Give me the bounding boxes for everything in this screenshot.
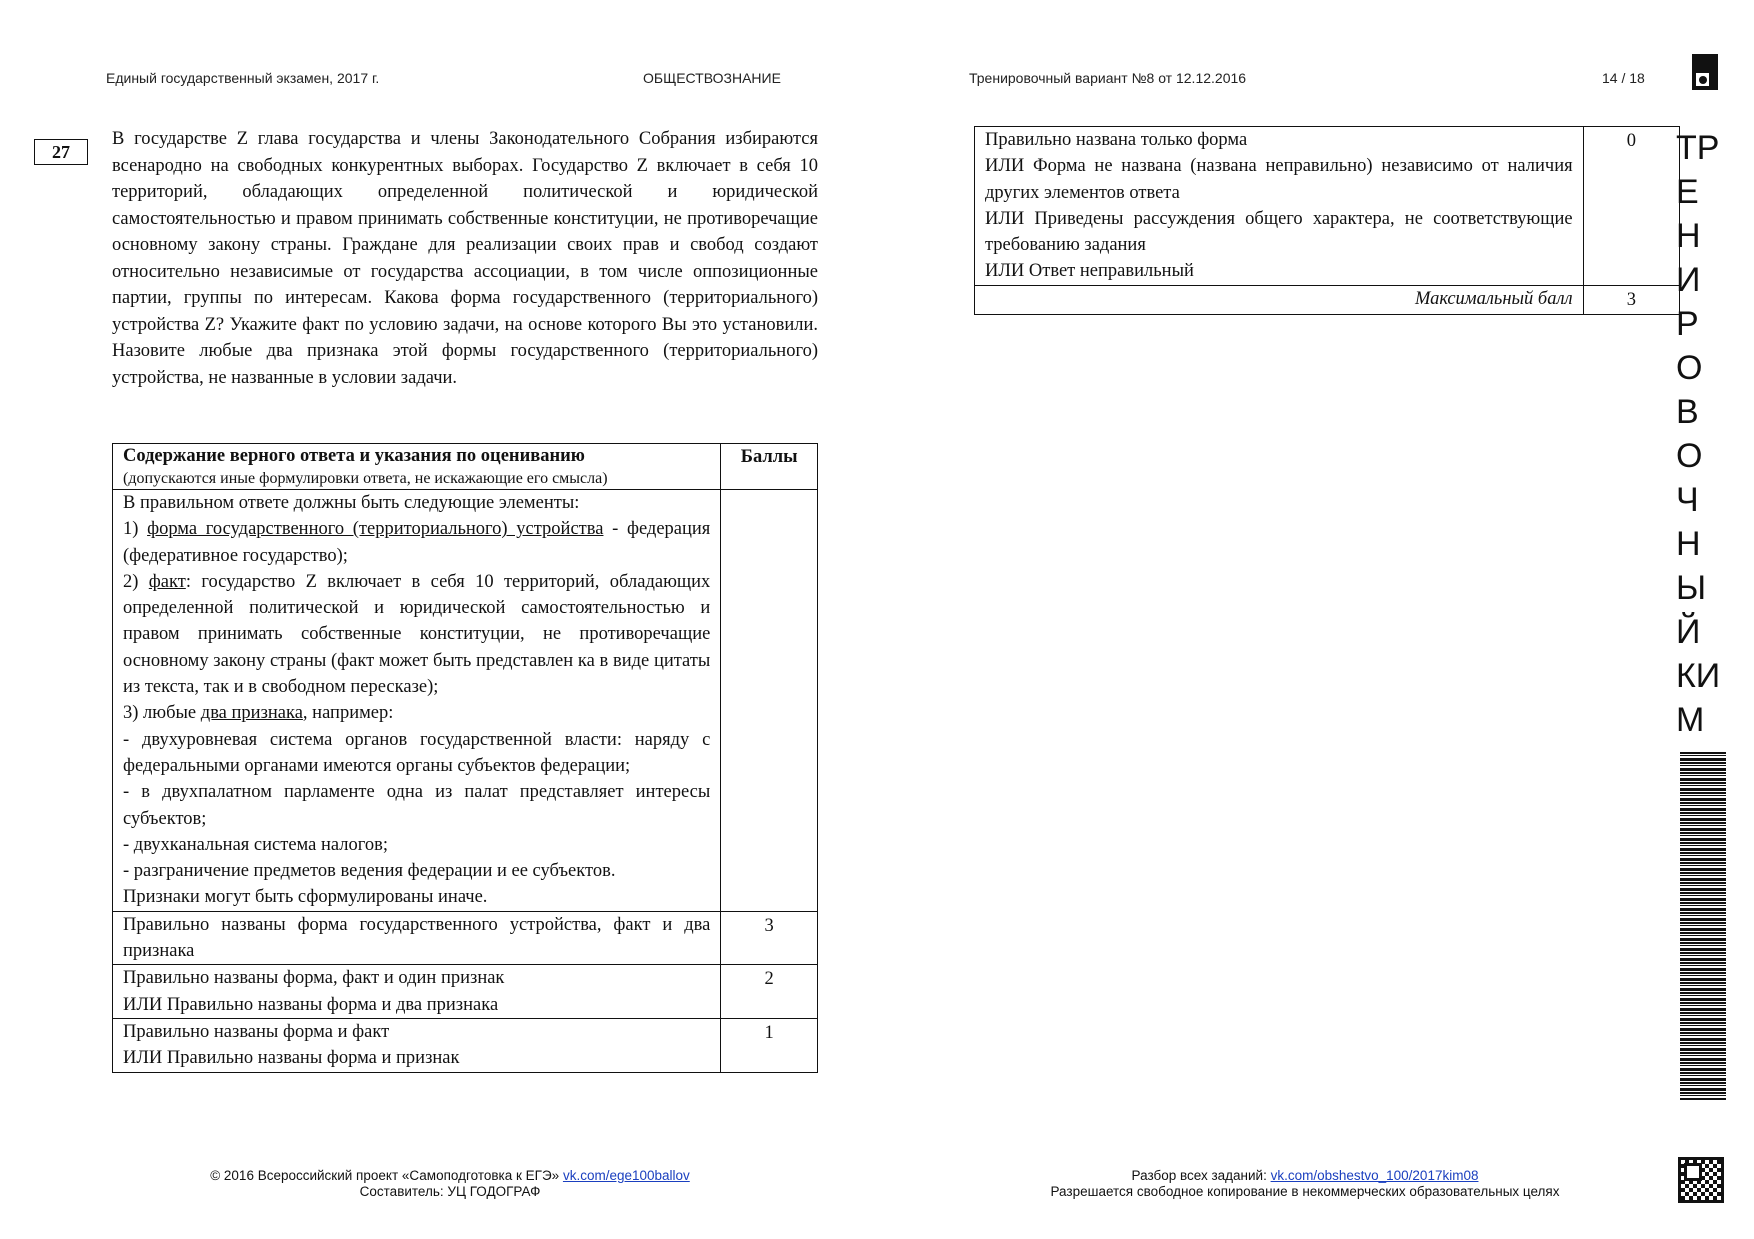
footer-right xyxy=(1000,1168,1610,1200)
page-number: 14 / 18 xyxy=(1602,70,1645,86)
vertical-watermark xyxy=(1676,126,1726,742)
row-2-line-2: ИЛИ Правильно названы форма и два признака xyxy=(123,994,499,1015)
row-2-text xyxy=(113,965,721,1019)
row-1-line-2: ИЛИ Правильно названы форма и признак xyxy=(123,1048,460,1069)
header-main: Содержание верного ответа и указания по оцениванию xyxy=(123,446,585,466)
row-0-line-2: ИЛИ Форма не названа (названа неправильно) независимо от наличия других элементов ответа xyxy=(985,156,1573,203)
answer-outro: Признаки могут быть сформулированы иначе. xyxy=(123,887,488,908)
footer-left-line2: Составитель: УЦ ГОДОГРАФ xyxy=(359,1184,541,1199)
watermark-letter: Т xyxy=(1676,129,1697,167)
qr-code-icon xyxy=(1678,1157,1724,1203)
answer-point-1 xyxy=(123,516,710,569)
watermark-letter: Р xyxy=(1676,305,1699,343)
watermark-letter: О xyxy=(1676,349,1703,387)
watermark-letter: М xyxy=(1676,701,1705,739)
row-0-line-3: ИЛИ Приведены рассуждения общего характера, не соответствующие требованию задания xyxy=(985,208,1573,256)
row-0-line-4: ИЛИ Ответ неправильный xyxy=(985,261,1194,282)
row-3-text: Правильно названы форма государственного устройства, факт и два признака xyxy=(113,911,721,965)
watermark-letter: Р xyxy=(1696,129,1720,167)
p2-rest: : государство Z включает в себя 10 территорий, обладающих определенной политической и юридической самостоятельностью и правом принимать собственные конституции, не противоречащие основному закону страны (факт может быть представлен ка в виде цитаты из текста, так и в свободном пересказе); xyxy=(123,571,711,698)
row-1-text xyxy=(113,1018,721,1072)
max-score-label: Максимальный балл xyxy=(975,285,1584,314)
table-row xyxy=(113,965,818,1019)
header-score: Баллы xyxy=(721,444,818,490)
logo-icon xyxy=(1692,54,1718,90)
answer-intro: В правильном ответе должны быть следующие элементы: xyxy=(123,493,580,513)
row-2-score: 2 xyxy=(721,965,818,1019)
p3-num: 3) любые xyxy=(123,703,201,724)
sign-1: - двухуровневая система органов государственной власти: наряду с федеральными органами имеются органы субъектов федерации; xyxy=(123,729,711,776)
watermark-letter: Ч xyxy=(1676,481,1699,519)
answer-row xyxy=(113,490,818,912)
watermark-letter: И xyxy=(1676,261,1701,299)
row-3-score: 3 xyxy=(721,911,818,965)
row-2-line-1: Правильно названы форма, факт и один признак xyxy=(123,968,505,989)
answer-score-empty xyxy=(721,490,818,912)
table-row xyxy=(975,127,1680,286)
watermark-letter: Й xyxy=(1676,613,1701,651)
p3-underlined: два признака xyxy=(200,703,303,724)
p1-underlined: форма государственного (территориального) устройства xyxy=(147,519,604,540)
answer-point-3 xyxy=(123,700,710,726)
table-row xyxy=(113,1018,818,1072)
watermark-letter: Ы xyxy=(1676,569,1707,607)
row-1-score: 1 xyxy=(721,1018,818,1072)
answer-point-2 xyxy=(123,569,710,700)
row-0-score: 0 xyxy=(1583,127,1679,286)
p2-underlined: факт xyxy=(148,571,186,592)
row-0-line-1: Правильно названа только форма xyxy=(985,130,1248,150)
table-row xyxy=(113,911,818,965)
header-content xyxy=(113,444,721,490)
footer-left xyxy=(150,1168,750,1200)
watermark-letter: Н xyxy=(1676,525,1701,563)
answer-content xyxy=(113,490,721,912)
footer-left-link[interactable]: vk.com/ege100ballov xyxy=(562,1168,690,1183)
exam-title: Единый государственный экзамен, 2017 г. xyxy=(106,70,380,86)
footer-left-text: © 2016 Всероссийский проект «Самоподготовка к ЕГЭ» xyxy=(210,1168,563,1183)
row-1-line-1: Правильно названы форма и факт xyxy=(123,1021,390,1042)
sign-3: - двухканальная система налогов; xyxy=(123,834,388,855)
footer-right-link[interactable]: vk.com/obshestvo_100/2017kim08 xyxy=(1270,1168,1479,1183)
sign-4: - разграничение предметов ведения федерации и ее субъектов. xyxy=(123,861,616,882)
watermark-letter: Е xyxy=(1676,173,1699,211)
footer-right-line2: Разрешается свободное копирование в некоммерческих образовательных целях xyxy=(1050,1184,1560,1199)
p1-num: 1) xyxy=(123,519,148,540)
p2-num: 2) xyxy=(123,571,149,592)
subject-title: ОБЩЕСТВОЗНАНИЕ xyxy=(643,70,781,86)
footer-right-text: Разбор всех заданий: xyxy=(1131,1168,1271,1183)
question-number: 27 xyxy=(34,139,88,165)
question-text: В государстве Z глава государства и члены Законодательного Собрания избираются всенародно на свободных конкурентных выборах. Государство Z включает в себя 10 территорий, обладающих определенной политической и юридической самостоятельностью и правом принимать собственные конституции, не противоречащие основному закону страны. Граждане для реализации своих прав и свобод создают относительно независимые от государства ассоциации, в том числе оппозиционные партии, группы по интересам. Какова форма государственного (территориального) устройства Z? Укажите факт по условию задачи, на основе которого Вы это установили. Назовите любые два признака этой формы государственного (территориального) устройства, не названные в условии задачи. xyxy=(112,129,818,388)
row-0-text xyxy=(975,127,1584,286)
criteria-table xyxy=(112,443,818,1073)
variant-title: Тренировочный вариант №8 от 12.12.2016 xyxy=(969,70,1247,86)
sign-2: - в двухпалатном парламенте одна из палат представляет интересы субъектов; xyxy=(123,782,711,829)
p1-rest: - федерация (федеративное государство); xyxy=(123,519,711,566)
header-sub: (допускаются иные формулировки ответа, не искажающие его смысла) xyxy=(123,470,608,487)
watermark-letter: О xyxy=(1676,437,1703,475)
watermark-letter: КИ xyxy=(1676,657,1721,695)
watermark-letter: Н xyxy=(1676,217,1701,255)
max-score-value: 3 xyxy=(1583,285,1679,314)
table-header-row xyxy=(113,444,818,490)
watermark-letter: В xyxy=(1676,393,1699,431)
p3-rest: , например: xyxy=(302,703,394,724)
criteria-table-continued xyxy=(974,126,1680,315)
barcode-icon xyxy=(1680,752,1726,1100)
max-score-row xyxy=(975,285,1680,314)
